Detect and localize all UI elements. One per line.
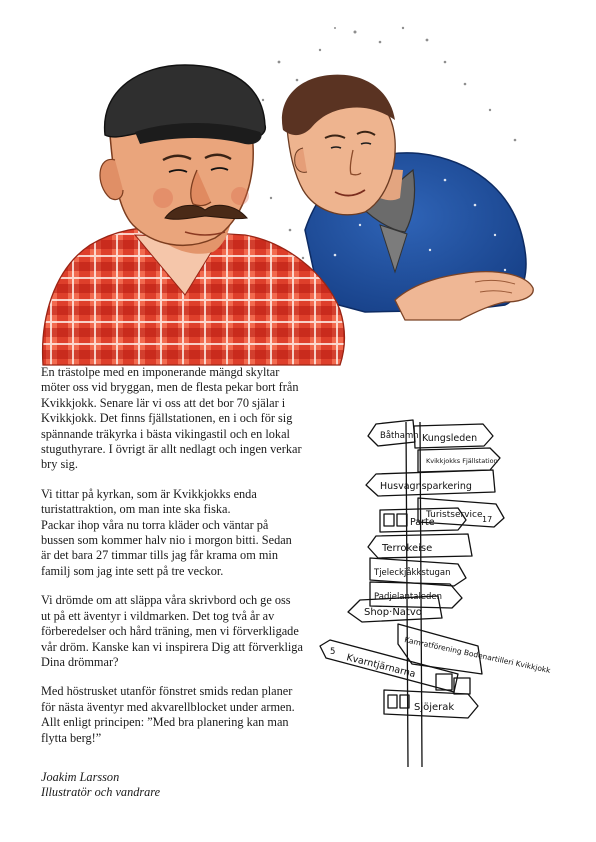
- paragraph-5: Med höstrusket utanför fönstret smids redan planer för nästa äventyr med akvarellblocket under armen. Allt enligt principen: ”Med bra planering kan man flytta berg!”: [41, 684, 295, 745]
- signpost-small-boxes: [436, 674, 470, 694]
- svg-text:Tjeleckjåkkstugan: Tjeleckjåkkstugan: [374, 568, 451, 578]
- paragraph-4: Vi drömde om att släppa våra skrivbord och ge oss ut på ett äventyr i vildmarken. Det tog två år av förberedelser och hård träning, men vi förverkligade vår dröm. Kanske kan vi inspirera Dig att förverkliga Dina drömmar?: [41, 593, 303, 669]
- sign-fjallstation: [418, 448, 500, 472]
- signature: [41, 770, 160, 801]
- signpost-illustration: [318, 412, 552, 772]
- sign-husvagnsparkering: [366, 470, 495, 496]
- svg-text:Kamratförening Bodenartilleri: Kamratförening Bodenartilleri Kvikkjokk: [403, 635, 552, 675]
- svg-text:Shop·Natvo: Shop·Natvo: [364, 607, 422, 618]
- sign-bathamn: [368, 420, 419, 446]
- sign-terrokeise: [368, 534, 472, 558]
- svg-text:Båthamn: Båthamn: [380, 431, 419, 441]
- paragraph-2: Vi tittar på kyrkan, som är Kvikkjokks enda turistattraktion, om man inte ska fiska.: [41, 486, 257, 517]
- paragraph-3: Packar ihop våra nu torra kläder och väntar på bussen som kommer halv nio i morgon bitti. Sedan är det bara 27 timmar tills jag får krama om min familj som jag inte sett på tre veckor.: [41, 517, 292, 578]
- svg-text:Kvikkjokks Fjällstation: Kvikkjokks Fjällstation: [426, 457, 498, 465]
- author-role: Illustratör och vandrare: [41, 785, 161, 800]
- sign-kungsleden: [414, 424, 493, 448]
- portrait-illustration: [35, 20, 565, 365]
- svg-text:17: 17: [482, 515, 493, 524]
- svg-text:Padjelantaleden: Padjelantaleden: [374, 592, 443, 602]
- svg-text:5: 5: [330, 647, 336, 657]
- article-text: [41, 365, 303, 760]
- svg-text:Kvarntjärnarna: Kvarntjärnarna: [345, 652, 417, 681]
- svg-text:Turistservice: Turistservice: [426, 510, 483, 520]
- svg-text:Kungsleden: Kungsleden: [422, 433, 478, 444]
- svg-text:Terrokeise: Terrokeise: [382, 543, 433, 554]
- svg-text:Sjöjerak: Sjöjerak: [414, 702, 455, 713]
- paragraph-1: En trästolpe med en imponerande mängd skyltar möter oss vid bryggan, men de flesta pekar bort från Kvikkjokk. Senare lär vi oss att det bor 70 själar i Kvikkjokk. Det finns fjällstationen, en i och för sig spännande träkyrka i bästa vikingastil och en lokal stuguthyrare. I övrigt är allt nedlagt och ingen verkar bry sig.: [41, 365, 302, 472]
- svg-text:Parte: Parte: [410, 517, 435, 528]
- svg-text:Husvagnsparkering: Husvagnsparkering: [380, 481, 472, 492]
- author-name: Joakim Larsson: [41, 770, 120, 784]
